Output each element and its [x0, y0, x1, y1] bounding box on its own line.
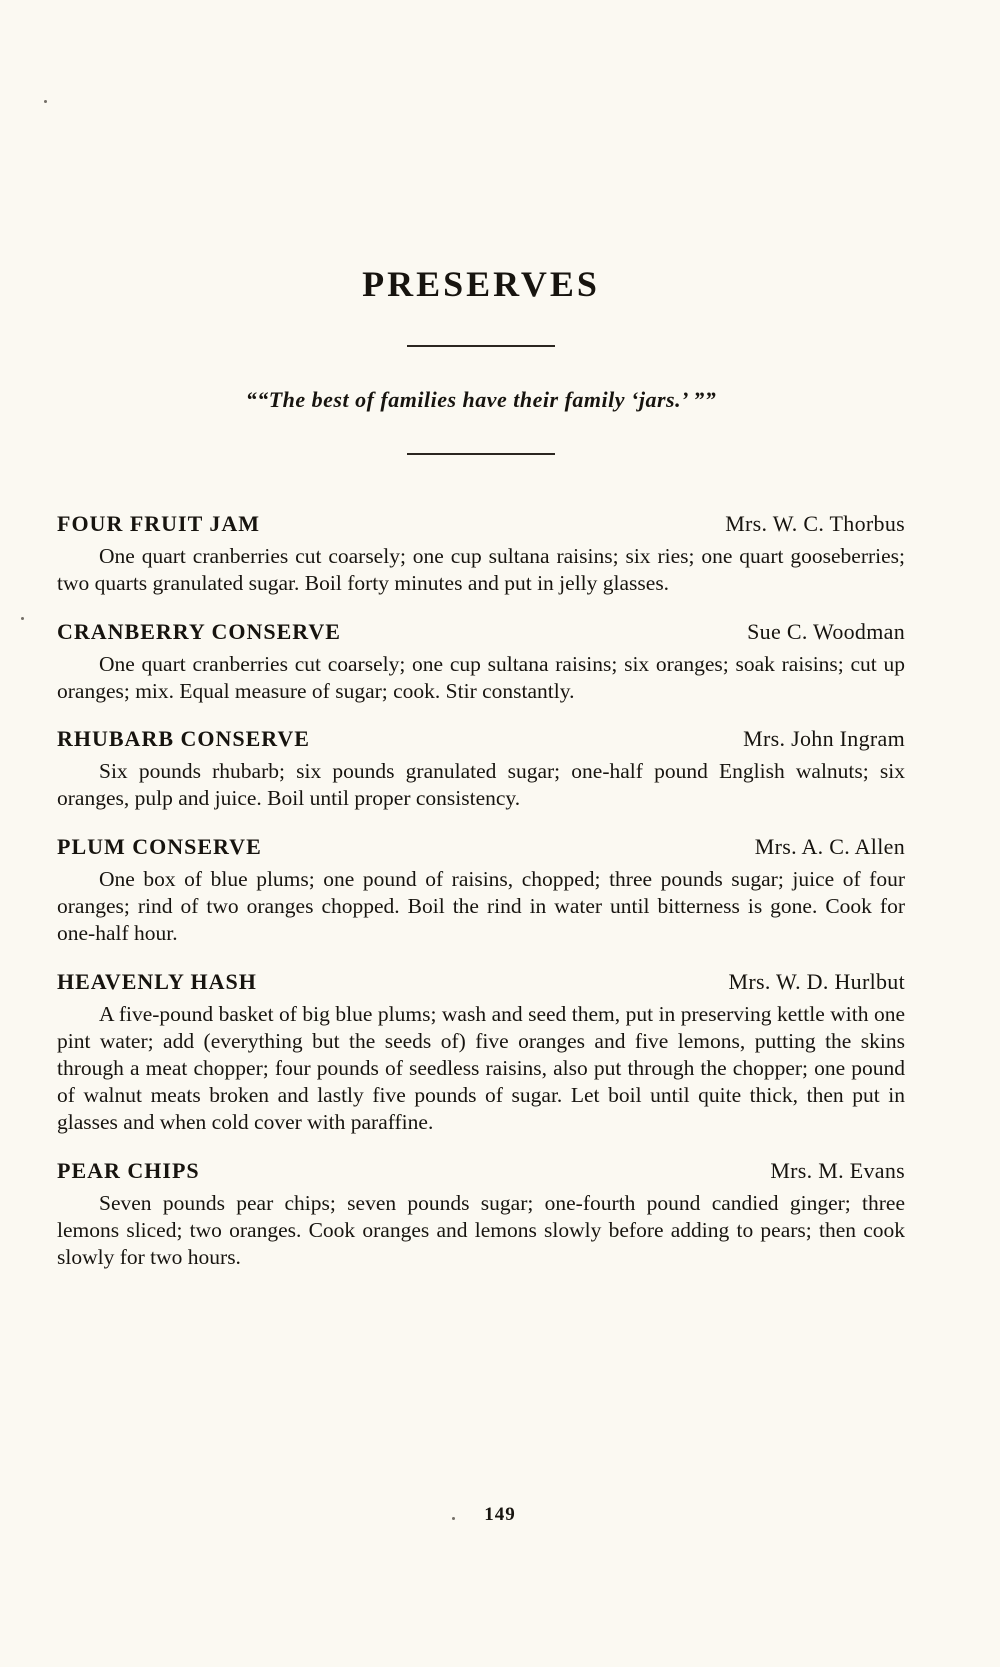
recipe-rhubarb-conserve: [57, 726, 905, 812]
recipe-contributor: Mrs. John Ingram: [743, 726, 905, 752]
recipe-cranberry-conserve: [57, 619, 905, 705]
recipe-header: [57, 726, 905, 752]
recipe-header: [57, 834, 905, 860]
recipe-title: HEAVENLY HASH: [57, 968, 257, 994]
recipe-body: A five-pound basket of big blue plums; wash and seed them, put in preserving kettle with one pint water; add (everything but the seeds of) five oranges and five lemons, putting the skins through a meat chopper; four pounds of seedless raisins, also put through the chopper; one pound of walnut meats broken and lastly five pounds of sugar. Let boil until quite thick, then put in glasses and when cold cover with paraffine.: [57, 1001, 905, 1135]
recipe-title: PLUM CONSERVE: [57, 833, 262, 859]
recipe-contributor: Mrs. W. C. Thorbus: [725, 511, 905, 536]
recipe-header: [57, 1158, 905, 1184]
recipe-four-fruit-jam: [57, 511, 905, 597]
recipe-header: [57, 619, 905, 645]
page-number: 149: [484, 1504, 516, 1525]
scan-artifact-dot: [44, 100, 47, 103]
recipe-body: One quart cranberries cut coarsely; one cup sultana raisins; six ries; one quart gooseberries; two quarts granulated sugar. Boil forty minutes and put in jelly glasses.: [57, 544, 905, 596]
recipe-title: FOUR FRUIT JAM: [57, 511, 261, 536]
recipe-title: PEAR CHIPS: [57, 1157, 200, 1183]
page-title: PRESERVES: [362, 264, 600, 304]
recipe-body: Seven pounds pear chips; seven pounds sugar; one-fourth pound candied ginger; three lemons sliced; two oranges. Cook oranges and lemons slowly before adding to pears; then cook slowly for two hours.: [57, 1190, 905, 1269]
recipe-contributor: Mrs. M. Evans: [770, 1157, 905, 1183]
recipe-contributor: Mrs. A. C. Allen: [754, 833, 905, 859]
recipe-heavenly-hash: [57, 969, 905, 1136]
recipe-header: [57, 511, 905, 537]
recipe-title: RHUBARB CONSERVE: [57, 726, 310, 752]
scan-artifact-dot: [21, 617, 24, 620]
epigraph-quote: ““The best of families have their family ‘jars.’ ””: [245, 387, 717, 412]
recipe-title: CRANBERRY CONSERVE: [57, 618, 341, 644]
recipe-pear-chips: [57, 1158, 905, 1271]
recipe-plum-conserve: [57, 834, 905, 947]
divider-rule-bottom: [407, 453, 555, 455]
recipe-body: One box of blue plums; one pound of raisins, chopped; three pounds sugar; juice of four oranges; rind of two oranges chopped. Boil the rind in water until bitterness is gone. Cook for one-half hour.: [57, 866, 905, 946]
recipe-body: Six pounds rhubarb; six pounds granulated sugar; one-half pound English walnuts; six oranges, pulp and juice. Boil until proper consistency.: [57, 759, 905, 811]
recipe-body: One quart cranberries cut coarsely; one cup sultana raisins; six oranges; soak raisins; cut up oranges; mix. Equal measure of sugar; cook. Stir constantly.: [57, 651, 905, 703]
divider-rule-top: [407, 345, 555, 347]
recipe-contributor: Sue C. Woodman: [747, 618, 905, 644]
recipe-contributor: Mrs. W. D. Hurlbut: [728, 968, 905, 994]
recipe-list: [57, 511, 905, 1271]
recipe-header: [57, 969, 905, 995]
